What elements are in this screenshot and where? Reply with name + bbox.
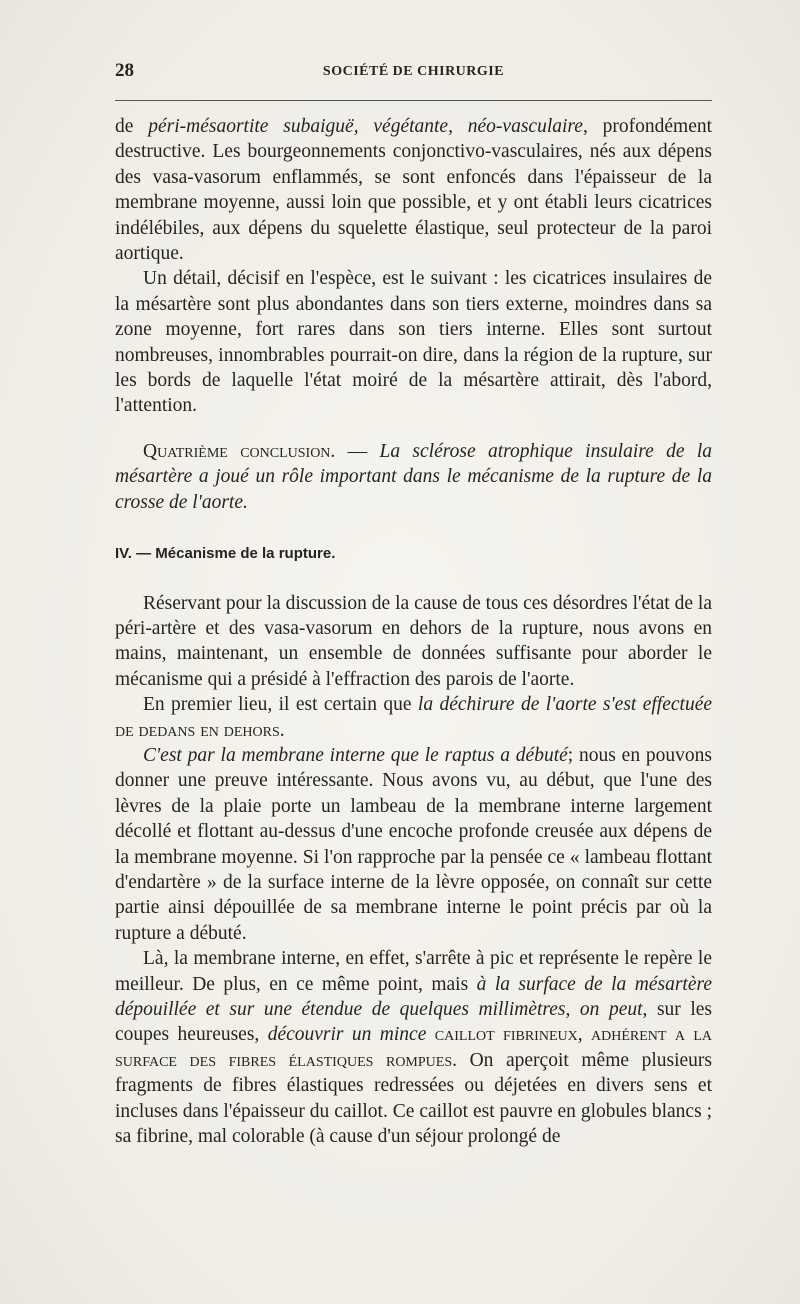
italic-phrase: découvrir un mince [267,1024,427,1046]
header-rule [115,100,712,101]
paragraph-mechanism: Réservant pour la discussion de la cause de tous ces désordres l'état de la péri-artère et des vasa-vasorum en dehors de la rupture, nous avons en mains, maintenant, un ensemble de données suffisante pour aborder le mécanisme qui a présidé à l'effraction des parois de l'aorte. [115,592,712,690]
small-caps-phrase: de dedans en dehors. [115,719,285,741]
paragraph-detail: Un détail, décisif en l'espèce, est le suivant : les cicatrices insulaires de la mésartère sont plus abondantes dans son tiers externe, moindres dans sa zone moyenne, fort rares dans son tiers interne. Elles sont surtout nombreuses, innombrables pourrait-on dire, dans la région de la rupture, sur les bords de laquelle l'état moiré de la mésartère attirait, dès l'abord, l'attention. [115,268,712,417]
text-segment: , profondément destructive. Les bourgeonnements conjonctivo-vasculaires, nés aux dépens des vasa-vasorum enflammés, se sont enfoncés dans l'épaisseur de la membrane moyenne, aussi loin que possible, et y ont établi leurs cicatrices indélébiles, aux dépens du squelette élastique, seul protecteur de la paroi aortique. [115,116,713,265]
body-text [115,114,712,1149]
section-heading: IV. — Mécanisme de la rupture. [115,545,336,563]
page-number: 28 [115,60,134,81]
paragraph-membrane [115,743,712,946]
small-caps-phrase: caillot fibrineux, adhérent a la surface des fibres élastiques rompues. [115,1024,712,1071]
italic-phrase: à la surface de la mésartère dépouillée et sur une étendue de quelques millimètres, on peut [115,973,713,1020]
paragraph-first-place [115,692,712,743]
italic-phrase: péri-mésaortite subaiguë, végétante, néo-vasculaire [148,116,583,137]
text-segment: — [335,440,380,462]
italic-phrase: la déchirure de l'aorte s'est effectuée [417,694,713,716]
running-title: SOCIÉTÉ DE CHIRURGIE [322,64,505,79]
italic-phrase: C'est par la membrane interne que le raptus a débuté [143,744,568,766]
conclusion-statement: La sclérose atrophique insulaire de la mésartère a joué un rôle important dans le mécanisme de la rupture de la crosse de l'aorte. [115,440,713,513]
text-segment: Là, la membrane interne, en effet, s'arrête à pic et représente le repère le meilleur. De plus, en ce même point, mais [115,948,712,995]
text-segment: , sur les coupes heureuses, [115,999,712,1046]
text-segment: En premier lieu, il est certain que [143,694,418,716]
paragraph-clot [115,946,712,1149]
conclusion-label: Quatrième conclusion. [143,440,336,462]
paragraph-conclusion [115,439,712,515]
paragraph-continuation [115,114,712,266]
text-segment [426,1024,434,1045]
text-segment: ; nous en pouvons donner une preuve intéressante. Nous avons vu, au début, que l'une des lèvres de la plaie porte un lambeau de la membrane interne largement décollé et flottant au-dessus d'une encoche profonde creusée aux dépens de la membrane moyenne. Si l'on rapproche par la pensée ce « lambeau flottant d'endartère » de la surface interne de la lèvre opposée, on connaît sur cette partie ainsi dépouillée de sa membrane interne le point précis par où la rupture a débuté. [115,744,712,944]
page-header [115,60,712,86]
text-segment: On aperçoit même plusieurs fragments de fibres élastiques redressées ou déjetées en divers sens et incluses dans l'épaisseur du caillot. Ce caillot est pauvre en globules blancs ; sa fibrine, mal colorable (à cause d'un séjour prolongé de [115,1049,713,1148]
text-segment: de [115,116,149,137]
